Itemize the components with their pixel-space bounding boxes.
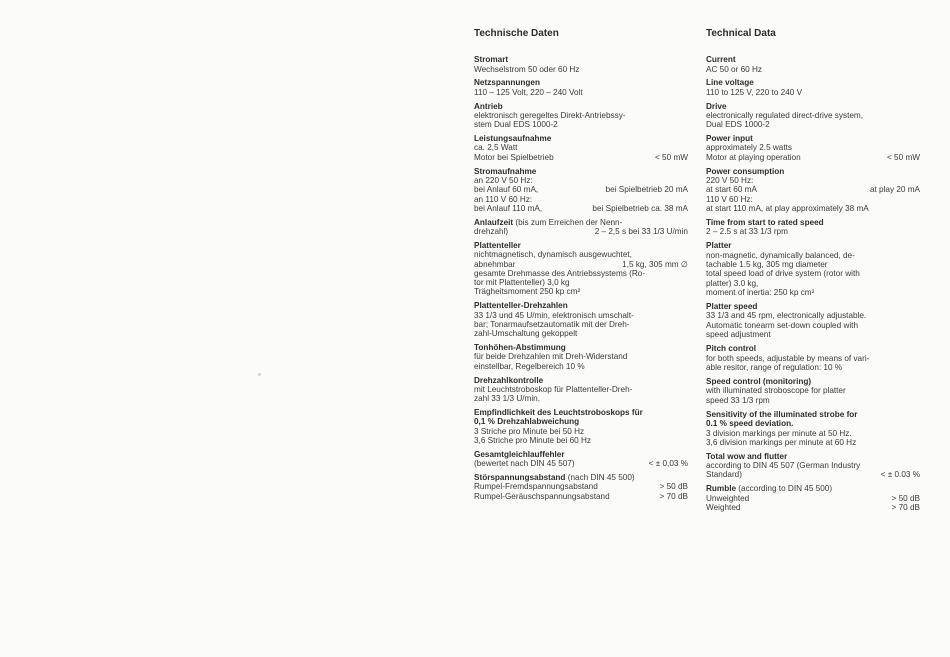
spec-text: 3 division markings per minute at 50 Hz.	[706, 428, 852, 438]
spec-text: Trägheitsmoment 250 kp cm²	[474, 287, 581, 297]
spec-section	[706, 167, 920, 213]
spec-text: stem Dual EDS 1000-2	[474, 120, 558, 130]
spec-value: < ± 0.03 %	[880, 470, 920, 480]
spec-text: für beide Drehzahlen mit Dreh-Widerstand	[474, 352, 628, 362]
spec-row	[474, 153, 688, 162]
spec-heading: Line voltage	[706, 78, 754, 88]
spec-row	[474, 260, 688, 269]
spec-row	[474, 204, 688, 213]
spec-text: nichtmagnetisch, dynamisch ausgewuchtet,	[474, 250, 632, 260]
spec-text: zahl 33 1/3 U/min.	[474, 394, 540, 404]
spec-section	[474, 218, 688, 237]
spec-section	[706, 102, 920, 130]
spec-heading: Empfindlichkeit des Leuchtstroboskops für	[474, 408, 643, 418]
spec-section	[474, 134, 688, 162]
spec-section	[474, 450, 688, 469]
spec-row	[706, 470, 920, 479]
spec-row	[474, 185, 688, 194]
spec-section	[474, 102, 688, 130]
spec-text: able resitor, range of regulation: 10 %	[706, 362, 843, 372]
spec-value: > 50 dB	[891, 493, 920, 503]
column-title: Technische Daten	[474, 28, 559, 39]
spec-label: Rumpel-Geräuschspannungsabstand	[474, 491, 610, 501]
spec-text: 110 V 60 Hz:	[706, 194, 753, 204]
spec-heading-line	[706, 484, 920, 493]
paper-speck	[258, 373, 261, 376]
spec-section	[706, 55, 920, 74]
spec-heading-note: (bis zum Erreichen der Nenn-	[513, 217, 623, 227]
section-list	[706, 55, 920, 512]
column-english	[706, 29, 920, 517]
spec-text: AC 50 or 60 Hz	[706, 64, 762, 74]
spec-text: Wechselstrom 50 oder 60 Hz	[474, 64, 580, 74]
spec-heading-line	[706, 302, 920, 311]
spec-heading-note: (according to DIN 45 500)	[736, 484, 833, 494]
spec-heading-line	[474, 102, 688, 111]
section-list	[474, 55, 688, 501]
spec-row	[706, 503, 920, 512]
spec-heading: Leistungsaufnahme	[474, 134, 552, 144]
spec-section	[706, 484, 920, 512]
spec-label: abnehmbar	[474, 259, 516, 269]
spec-value: < 50 mW	[887, 152, 920, 162]
spec-heading-note: (nach DIN 45 500)	[565, 473, 635, 482]
spec-heading: Netzspannungen	[474, 78, 540, 88]
spec-section	[706, 452, 920, 480]
spec-label: at start 60 mA	[706, 185, 757, 195]
spec-section	[474, 301, 688, 338]
spec-label: Unweighted	[706, 493, 750, 503]
spec-heading: Plattenteller	[474, 240, 521, 250]
spec-section	[474, 78, 688, 97]
spec-heading: Plattenteller-Drehzahlen	[474, 301, 568, 311]
spec-section	[474, 241, 688, 297]
column-german	[474, 29, 688, 505]
spec-heading-line	[706, 218, 920, 227]
spec-value: bei Spielbetrieb 20 mA	[605, 185, 688, 195]
spec-text: an 110 V 60 Hz:	[474, 194, 533, 204]
spec-heading: Gesamtgleichlauffehler	[474, 449, 565, 459]
spec-heading: Störspannungsabstand	[474, 473, 566, 482]
spec-text: 220 V 50 Hz:	[706, 175, 754, 185]
spec-heading: Rumble	[706, 484, 737, 494]
spec-heading-line	[706, 241, 920, 250]
spec-heading-line	[706, 55, 920, 64]
spec-heading-line	[706, 78, 920, 87]
spec-text: 33 1/3 und 45 U/min, elektronisch umschalt-	[474, 310, 634, 320]
spec-heading-line	[706, 452, 920, 461]
spec-heading-line	[474, 78, 688, 87]
spec-section	[706, 410, 920, 447]
spec-text: zahl-Umschaltung gekoppelt	[474, 329, 578, 339]
spec-heading-line	[474, 473, 688, 482]
spec-heading: 0.1 % speed deviation.	[706, 419, 794, 429]
spec-section	[474, 55, 688, 74]
spec-section	[474, 473, 688, 501]
spec-heading: Speed control (monitoring)	[706, 377, 812, 387]
spec-heading-line	[706, 410, 920, 419]
spec-heading-line	[474, 218, 688, 227]
spec-label: bei Anlauf 60 mA,	[474, 185, 539, 195]
spec-heading-line	[474, 301, 688, 310]
spec-label: Motor bei Spielbetrieb	[474, 152, 554, 162]
spec-text: speed 33 1/3 rpm	[706, 395, 770, 405]
spec-text: 110 to 125 V, 220 to 240 V	[706, 87, 803, 97]
spec-text: 2 – 2.5 s at 33 1/3 rpm	[706, 227, 788, 237]
spec-heading-line	[474, 241, 688, 250]
spec-heading: Drive	[706, 101, 727, 111]
spec-value: 1,5 kg, 305 mm ∅	[622, 259, 688, 269]
spec-heading: Drehzahlkontrolle	[474, 375, 544, 385]
spec-text: for both speeds, adjustable by means of vari-	[706, 353, 870, 363]
spec-row	[706, 153, 920, 162]
spec-text: with illuminated stroboscope for platter	[706, 386, 846, 396]
spec-heading: Pitch control	[706, 344, 757, 354]
spec-row	[474, 482, 688, 491]
spec-heading: Time from start to rated speed	[706, 218, 824, 228]
spec-text: total speed load of drive system (rotor with	[706, 269, 860, 279]
spec-section	[706, 377, 920, 405]
spec-row	[474, 227, 688, 236]
spec-label: Standard)	[706, 470, 742, 480]
spec-section	[474, 408, 688, 445]
spec-text: einstellbar, Regelbereich 10 %	[474, 361, 585, 371]
spec-heading: Stromaufnahme	[474, 166, 537, 176]
spec-text: 3 Striche pro Minute bei 50 Hz	[474, 426, 585, 436]
spec-text: electronically regulated direct-drive system,	[706, 110, 863, 120]
spec-section	[706, 218, 920, 237]
spec-text: bar; Tonarmaufsetzautomatik mit der Dreh-	[474, 319, 630, 329]
spec-heading: Platter	[706, 241, 732, 251]
spec-text: tor mit Plattenteller) 3,0 kg	[474, 278, 570, 288]
spec-heading-line	[474, 343, 688, 352]
spec-text: platter) 3.0 kg,	[706, 278, 759, 288]
spec-text: tachable 1.5 kg, 305 mg diameter	[706, 259, 828, 269]
spec-heading: Anlaufzeit	[474, 217, 514, 227]
spec-text: mit Leuchtstroboskop für Plattenteller-Dreh-	[474, 384, 633, 394]
spec-heading: Platter speed	[706, 302, 758, 312]
spec-value: bei Spielbetrieb ca. 38 mA	[592, 203, 688, 213]
spec-text: Dual EDS 1000-2	[706, 120, 770, 130]
spec-heading-line	[474, 167, 688, 176]
spec-text: an 220 V 50 Hz:	[474, 175, 533, 185]
spec-section	[706, 302, 920, 339]
spec-text: elektronisch geregeltes Direkt-Antriebssy-	[474, 110, 626, 120]
column-title: Technical Data	[706, 28, 776, 39]
spec-text: 3,6 division markings per minute at 60 Hz	[706, 437, 857, 447]
spec-text: 33 1/3 and 45 rpm, electronically adjustable.	[706, 311, 867, 321]
spec-text: gesamte Drehmasse des Antriebssystems (Ro-	[474, 268, 646, 278]
spec-section	[706, 344, 920, 372]
spec-value: at play 20 mA	[869, 185, 920, 195]
spec-heading-line	[706, 377, 920, 386]
spec-row	[474, 492, 688, 501]
spec-value: 2 – 2,5 s bei 33 1/3 U/min	[594, 227, 688, 237]
spec-heading: Power consumption	[706, 166, 785, 176]
spec-heading: Current	[706, 55, 736, 65]
spec-text: according to DIN 45 507 (German Industry	[706, 461, 861, 471]
spec-heading-line	[474, 134, 688, 143]
spec-heading-line	[706, 167, 920, 176]
spec-text: ca. 2,5 Watt	[474, 143, 518, 153]
spec-label: Motor at playing operation	[706, 152, 801, 162]
spec-heading: Tonhöhen-Abstimmung	[474, 343, 566, 353]
spec-heading-line	[474, 55, 688, 64]
spec-value: > 70 dB	[659, 491, 688, 501]
spec-heading-line	[706, 134, 920, 143]
spec-text: 3,6 Striche pro Minute bei 60 Hz	[474, 435, 591, 445]
spec-heading: Stromart	[474, 55, 509, 65]
spec-label: Rumpel-Fremdspannungsabstand	[474, 482, 598, 492]
spec-section	[474, 376, 688, 404]
spec-text: speed adjustment	[706, 329, 771, 339]
spec-section	[706, 134, 920, 162]
spec-section	[706, 241, 920, 297]
spec-heading: Antrieb	[474, 101, 503, 111]
spec-text: Automatic tonearm set-down coupled with	[706, 320, 859, 330]
spec-section	[706, 78, 920, 97]
spec-text: non-magnetic, dynamically balanced, de-	[706, 250, 855, 260]
spec-text: moment of inertia: 250 kp cm²	[706, 287, 815, 297]
spec-label: (bewertet nach DIN 45 507)	[474, 459, 575, 469]
spec-heading-line	[706, 344, 920, 353]
spec-heading-line	[474, 450, 688, 459]
spec-heading-line	[474, 376, 688, 385]
spec-label: drehzahl)	[474, 227, 509, 237]
spec-heading-line	[706, 102, 920, 111]
spec-label: bei Anlauf 110 mA,	[474, 203, 543, 213]
spec-text: 110 – 125 Volt, 220 – 240 Volt	[474, 87, 583, 97]
spec-heading-line	[474, 408, 688, 417]
spec-value: < ± 0,03 %	[648, 459, 688, 469]
spec-heading: 0,1 % Drehzahlabweichung	[474, 417, 580, 427]
spec-value: > 70 dB	[891, 502, 920, 512]
spec-heading: Power input	[706, 134, 753, 144]
spec-text: approximately 2.5 watts	[706, 143, 793, 153]
spec-heading: Sensitivity of the illuminated strobe for	[706, 410, 858, 420]
spec-section	[474, 343, 688, 371]
spec-text: at start 110 mA, at play approximately 38 mA	[706, 203, 869, 213]
spec-value: > 50 dB	[659, 482, 688, 492]
spec-value: < 50 mW	[655, 152, 688, 162]
spec-row	[706, 494, 920, 503]
spec-section	[474, 167, 688, 213]
spec-row	[706, 185, 920, 194]
spec-label: Weighted	[706, 502, 741, 512]
spec-row	[474, 459, 688, 468]
spec-heading: Total wow and flutter	[706, 451, 788, 461]
